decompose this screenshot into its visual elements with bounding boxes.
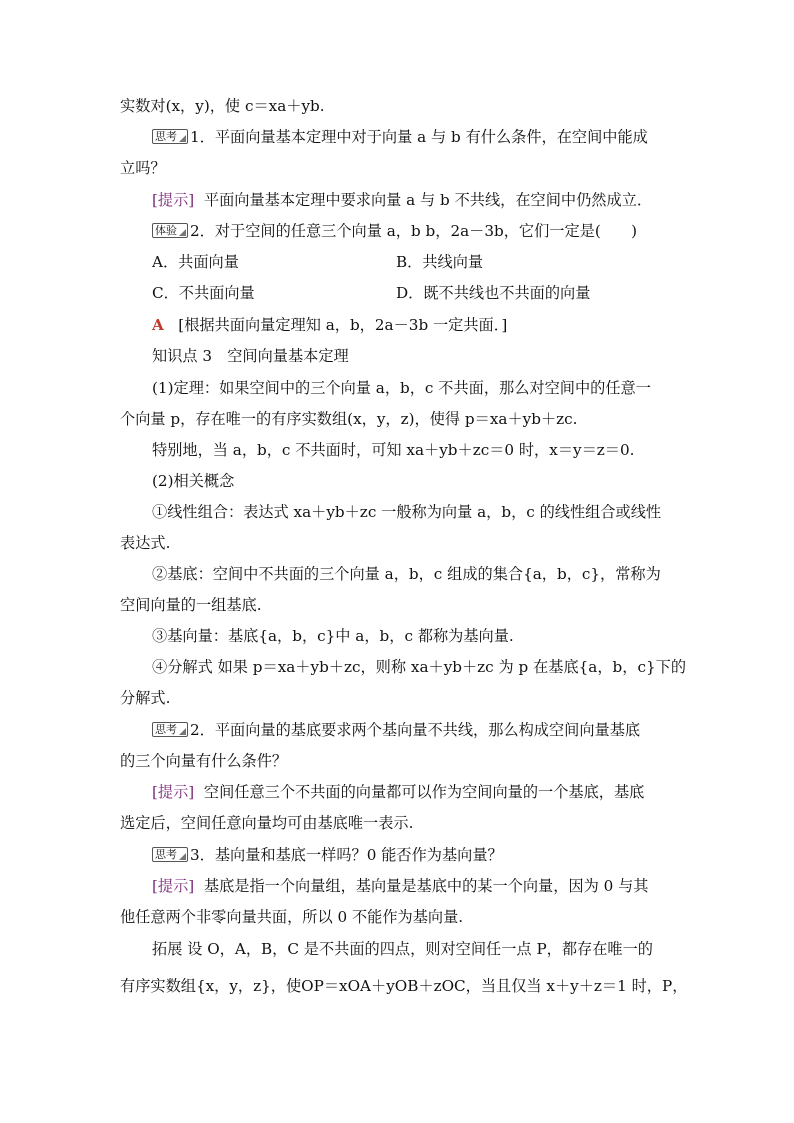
hint-label: [提示]	[152, 783, 195, 801]
thinking-tag: 思考	[152, 129, 188, 144]
text-line	[152, 221, 637, 241]
text-line: 立吗？	[120, 159, 166, 177]
text-line: (2)相关概念	[152, 472, 235, 490]
hint-text: 基底是指一个向量组，基向量是基底中的某一个向量，因为 0 与其	[203, 877, 649, 895]
option-d: D．既不共线也不共面的向量	[396, 284, 591, 302]
text-line: ③基向量：基底{a，b，c}中 a，b，c 都称为基向量.	[152, 627, 514, 645]
hint-label: [提示]	[152, 191, 195, 209]
question-text: 3．基向量和基底一样吗？0 能否作为基向量？	[190, 846, 503, 864]
text-line	[152, 782, 644, 802]
text-line: 拓展 设 O，A，B，C 是不共面的四点，则对空间任一点 P，都存在唯一的	[152, 940, 653, 958]
text-line	[152, 315, 507, 335]
text-line	[152, 190, 652, 210]
text-line: (1)定理：如果空间中的三个向量 a，b，c 不共面，那么对空间中的任意一	[152, 379, 651, 397]
text-line: 空间向量的一组基底.	[120, 596, 262, 614]
text-line: 特别地，当 a，b，c 不共面时，可知 xa＋yb＋zc＝0 时，x＝y＝z＝0.	[152, 441, 635, 459]
text-line	[152, 845, 503, 865]
answer-explanation: [根据共面向量定理知 a，b，2a－3b 一定共面．]	[178, 316, 508, 334]
text-line: ②基底：空间中不共面的三个向量 a，b，c 组成的集合{a，b，c}，常称为	[152, 565, 661, 583]
hint-text: 平面向量基本定理中要求向量 a 与 b 不共线，在空间中仍然成立．	[203, 191, 653, 209]
text-line: ①线性组合：表达式 xa＋yb＋zc 一般称为向量 a，b，c 的线性组合或线性	[152, 503, 662, 521]
option-c: C．不共面向量	[152, 284, 255, 302]
text-line: 实数对(x，y)，使 c＝xa＋yb.	[120, 97, 325, 115]
text-line	[152, 876, 648, 896]
option-a: A．共面向量	[152, 253, 239, 271]
answer-letter: A	[152, 316, 164, 334]
text-line: 个向量 p，存在唯一的有序实数组(x，y，z)，使得 p＝xa＋yb＋zc.	[120, 410, 578, 428]
thinking-tag: 思考	[152, 722, 188, 737]
text-line: 他任意两个非零向量共面，所以 0 不能作为基向量.	[120, 908, 464, 926]
text-line: ④分解式 如果 p＝xa＋yb＋zc，则称 xa＋yb＋zc 为 p 在基底{a，b，c}下的	[152, 658, 687, 676]
question-text: 2．平面向量的基底要求两个基向量不共线，那么构成空间向量基底	[190, 721, 641, 739]
section-heading: 知识点 3 空间向量基本定理	[152, 347, 349, 365]
question-text: 1．平面向量基本定理中对于向量 a 与 b 有什么条件，在空间中能成	[190, 128, 648, 146]
thinking-tag: 思考	[152, 847, 188, 862]
text-line: 分解式.	[120, 689, 171, 707]
text-line: 的三个向量有什么条件？	[120, 752, 288, 770]
text-line	[152, 127, 648, 147]
hint-text: 空间任意三个不共面的向量都可以作为空间向量的一个基底，基底	[203, 783, 645, 801]
experience-tag: 体验	[152, 223, 188, 238]
option-b: B．共线向量	[396, 253, 484, 271]
text-line: 选定后，空间任意向量均可由基底唯一表示.	[120, 814, 414, 832]
hint-label: [提示]	[152, 877, 195, 895]
text-line: 表达式.	[120, 534, 171, 552]
question-text: 2．对于空间的任意三个向量 a，b b，2a－3b，它们一定是( )	[190, 222, 638, 240]
text-line: 有序实数组{x，y，z}，使OP＝xOA＋yOB＋zOC，当且仅当 x＋y＋z＝1 时，P，	[120, 977, 688, 995]
text-line	[152, 720, 640, 740]
